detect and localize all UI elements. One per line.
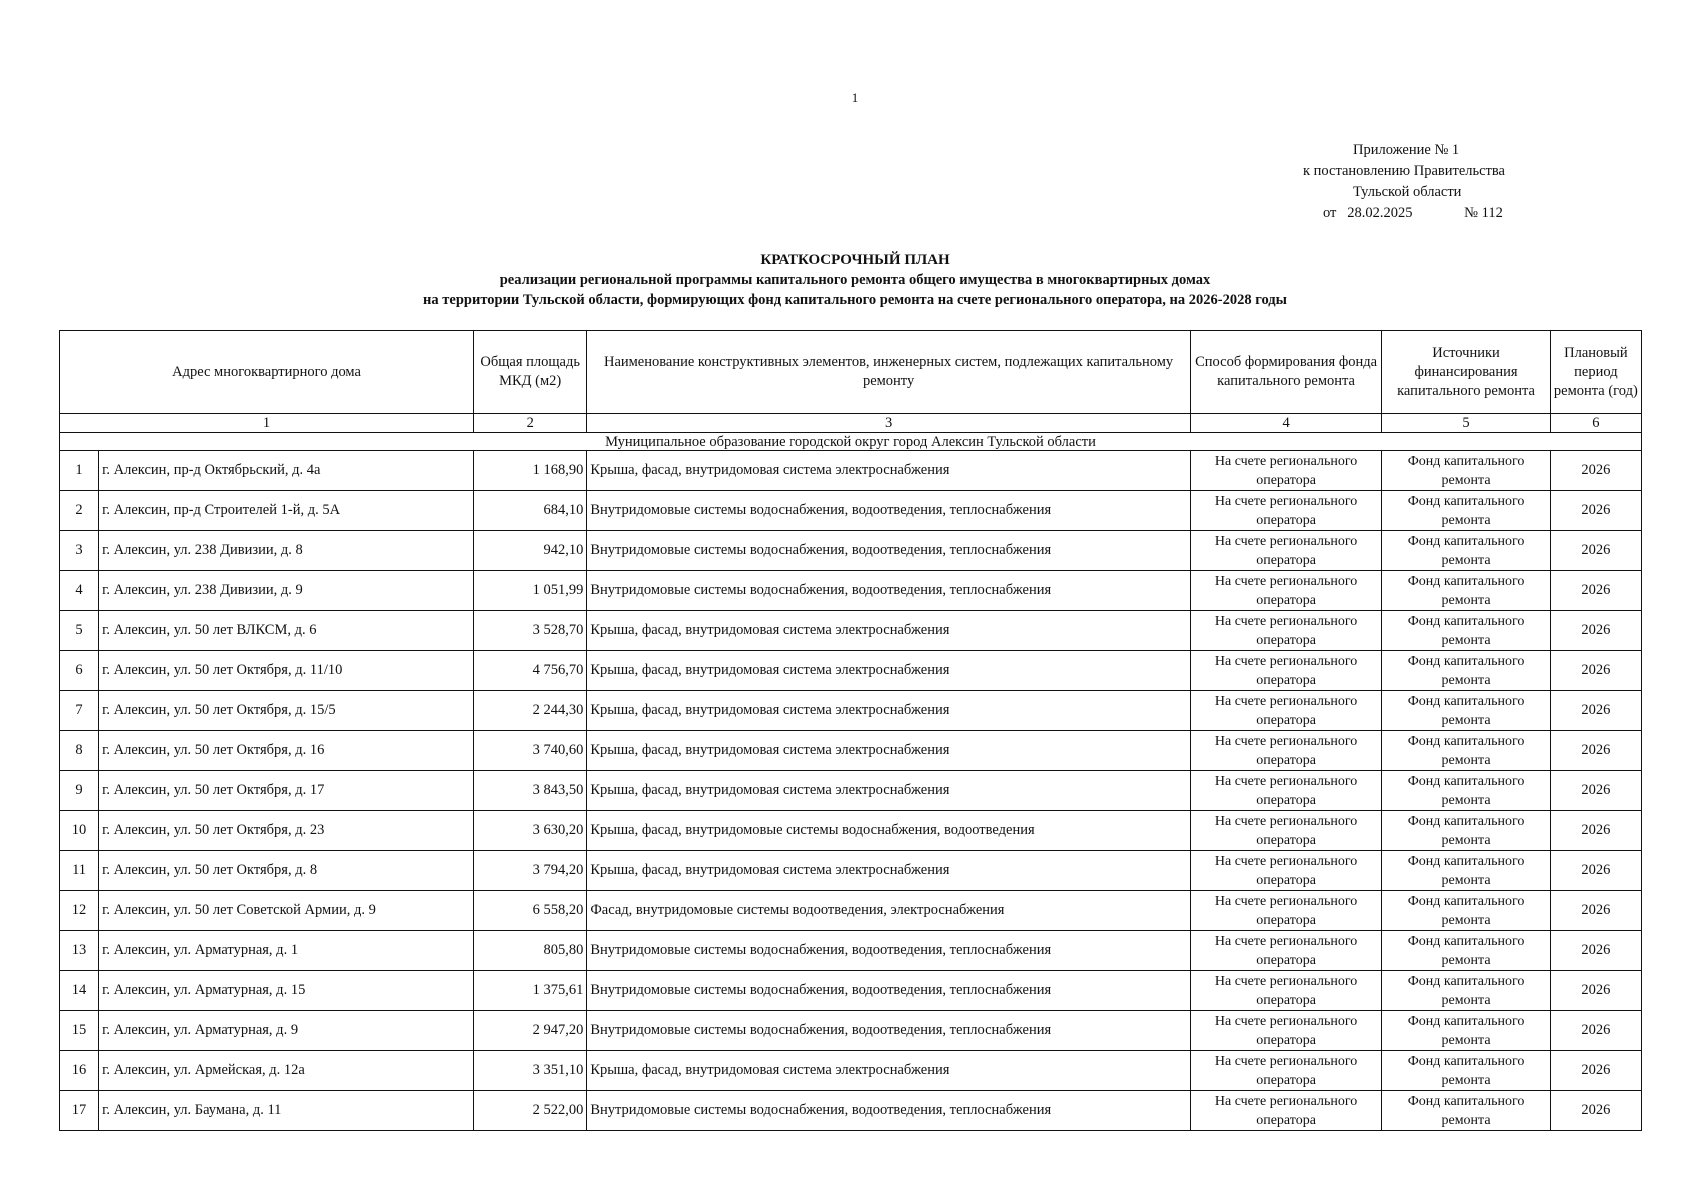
header-area: Общая площадь МКД (м2) bbox=[474, 331, 587, 414]
row-elements: Внутридомовые системы водоснабжения, водоотведения, теплоснабжения bbox=[587, 1091, 1191, 1131]
row-number: 4 bbox=[60, 571, 99, 611]
table-row bbox=[60, 691, 1642, 731]
row-number: 10 bbox=[60, 811, 99, 851]
row-year: 2026 bbox=[1550, 771, 1641, 811]
row-year: 2026 bbox=[1550, 1051, 1641, 1091]
table-row bbox=[60, 531, 1642, 571]
row-area: 3 351,10 bbox=[474, 1051, 587, 1091]
row-number: 12 bbox=[60, 891, 99, 931]
row-year: 2026 bbox=[1550, 491, 1641, 531]
row-method: На счете регионального оператора bbox=[1190, 611, 1381, 651]
row-method: На счете регионального оператора bbox=[1190, 491, 1381, 531]
row-area: 1 168,90 bbox=[474, 451, 587, 491]
row-source: Фонд капитального ремонта bbox=[1382, 691, 1550, 731]
municipality-name: Муниципальное образование городской округ город Алексин Тульской области bbox=[60, 433, 1642, 451]
row-source: Фонд капитального ремонта bbox=[1382, 731, 1550, 771]
column-number-row bbox=[60, 414, 1642, 433]
table-row bbox=[60, 811, 1642, 851]
row-source: Фонд капитального ремонта bbox=[1382, 651, 1550, 691]
column-number: 1 bbox=[60, 414, 474, 433]
row-area: 3 794,20 bbox=[474, 851, 587, 891]
row-source: Фонд капитального ремонта bbox=[1382, 451, 1550, 491]
table-row bbox=[60, 771, 1642, 811]
row-source: Фонд капитального ремонта bbox=[1382, 611, 1550, 651]
row-year: 2026 bbox=[1550, 811, 1641, 851]
table-row bbox=[60, 891, 1642, 931]
row-area: 942,10 bbox=[474, 531, 587, 571]
row-method: На счете регионального оператора bbox=[1190, 811, 1381, 851]
row-method: На счете регионального оператора bbox=[1190, 971, 1381, 1011]
row-source: Фонд капитального ремонта bbox=[1382, 571, 1550, 611]
row-year: 2026 bbox=[1550, 891, 1641, 931]
table-row bbox=[60, 1011, 1642, 1051]
row-elements: Внутридомовые системы водоснабжения, водоотведения, теплоснабжения bbox=[587, 971, 1191, 1011]
row-address: г. Алексин, ул. 50 лет Октября, д. 23 bbox=[99, 811, 474, 851]
annex-date: 28.02.2025 bbox=[1347, 205, 1413, 221]
row-number: 8 bbox=[60, 731, 99, 771]
row-source: Фонд капитального ремонта bbox=[1382, 891, 1550, 931]
row-number: 15 bbox=[60, 1011, 99, 1051]
municipality-row bbox=[60, 433, 1642, 451]
document-subtitle-line1: реализации региональной программы капитального ремонта общего имущества в многоквартирных домах bbox=[499, 272, 1211, 288]
row-method: На счете регионального оператора bbox=[1190, 771, 1381, 811]
header-source: Источники финансирования капитального ремонта bbox=[1382, 331, 1550, 414]
row-elements: Крыша, фасад, внутридомовая система электроснабжения bbox=[587, 611, 1191, 651]
header-period: Плановый период ремонта (год) bbox=[1550, 331, 1641, 414]
annex-number: № 112 bbox=[1464, 205, 1503, 221]
row-address: г. Алексин, ул. 238 Дивизии, д. 9 bbox=[99, 571, 474, 611]
row-elements: Крыша, фасад, внутридомовая система электроснабжения bbox=[587, 1051, 1191, 1091]
column-number: 3 bbox=[587, 414, 1191, 433]
row-year: 2026 bbox=[1550, 971, 1641, 1011]
row-source: Фонд капитального ремонта bbox=[1382, 931, 1550, 971]
row-address: г. Алексин, ул. 50 лет Октября, д. 11/10 bbox=[99, 651, 474, 691]
row-source: Фонд капитального ремонта bbox=[1382, 771, 1550, 811]
row-area: 805,80 bbox=[474, 931, 587, 971]
row-elements: Фасад, внутридомовые системы водоотведения, электроснабжения bbox=[587, 891, 1191, 931]
row-address: г. Алексин, ул. Арматурная, д. 1 bbox=[99, 931, 474, 971]
row-elements: Крыша, фасад, внутридомовая система электроснабжения bbox=[587, 451, 1191, 491]
annex-date-prefix: от bbox=[1323, 205, 1337, 221]
row-elements: Крыша, фасад, внутридомовая система электроснабжения bbox=[587, 651, 1191, 691]
row-address: г. Алексин, ул. 50 лет ВЛКСМ, д. 6 bbox=[99, 611, 474, 651]
header-method: Способ формирования фонда капитального ремонта bbox=[1190, 331, 1381, 414]
row-elements: Крыша, фасад, внутридомовая система электроснабжения bbox=[587, 731, 1191, 771]
column-number: 5 bbox=[1382, 414, 1550, 433]
table-row bbox=[60, 1051, 1642, 1091]
row-elements: Крыша, фасад, внутридомовые системы водоснабжения, водоотведения bbox=[587, 811, 1191, 851]
row-number: 5 bbox=[60, 611, 99, 651]
table-row bbox=[60, 851, 1642, 891]
table-row bbox=[60, 611, 1642, 651]
plan-table bbox=[59, 330, 1642, 1131]
row-address: г. Алексин, пр-д Строителей 1-й, д. 5А bbox=[99, 491, 474, 531]
table-row bbox=[60, 571, 1642, 611]
row-address: г. Алексин, ул. 238 Дивизии, д. 8 bbox=[99, 531, 474, 571]
row-year: 2026 bbox=[1550, 451, 1641, 491]
row-method: На счете регионального оператора bbox=[1190, 1011, 1381, 1051]
table-row bbox=[60, 971, 1642, 1011]
row-year: 2026 bbox=[1550, 691, 1641, 731]
row-area: 2 947,20 bbox=[474, 1011, 587, 1051]
row-elements: Крыша, фасад, внутридомовая система электроснабжения bbox=[587, 771, 1191, 811]
row-address: г. Алексин, ул. 50 лет Советской Армии, д. 9 bbox=[99, 891, 474, 931]
row-area: 2 522,00 bbox=[474, 1091, 587, 1131]
row-area: 1 375,61 bbox=[474, 971, 587, 1011]
row-number: 1 bbox=[60, 451, 99, 491]
row-address: г. Алексин, ул. Арматурная, д. 9 bbox=[99, 1011, 474, 1051]
row-source: Фонд капитального ремонта bbox=[1382, 851, 1550, 891]
column-number: 4 bbox=[1190, 414, 1381, 433]
row-year: 2026 bbox=[1550, 731, 1641, 771]
column-number: 2 bbox=[474, 414, 587, 433]
table-row bbox=[60, 1091, 1642, 1131]
row-address: г. Алексин, ул. Арматурная, д. 15 bbox=[99, 971, 474, 1011]
document-subtitle-line2: на территории Тульской области, формирующих фонд капитального ремонта на счете регионального оператора, на 2026-2028 годы bbox=[423, 292, 1287, 308]
row-source: Фонд капитального ремонта bbox=[1382, 531, 1550, 571]
row-number: 13 bbox=[60, 931, 99, 971]
row-year: 2026 bbox=[1550, 851, 1641, 891]
row-elements: Крыша, фасад, внутридомовая система электроснабжения bbox=[587, 691, 1191, 731]
annex-reference: к постановлению Правительства bbox=[1303, 163, 1505, 179]
row-elements: Крыша, фасад, внутридомовая система электроснабжения bbox=[587, 851, 1191, 891]
row-address: г. Алексин, ул. 50 лет Октября, д. 17 bbox=[99, 771, 474, 811]
row-method: На счете регионального оператора bbox=[1190, 451, 1381, 491]
row-method: На счете регионального оператора bbox=[1190, 851, 1381, 891]
header-address: Адрес многоквартирного дома bbox=[60, 331, 474, 414]
row-address: г. Алексин, ул. Баумана, д. 11 bbox=[99, 1091, 474, 1131]
annex-date-line bbox=[1290, 203, 1530, 224]
row-elements: Внутридомовые системы водоснабжения, водоотведения, теплоснабжения bbox=[587, 931, 1191, 971]
column-number: 6 bbox=[1550, 414, 1641, 433]
row-area: 684,10 bbox=[474, 491, 587, 531]
row-number: 16 bbox=[60, 1051, 99, 1091]
annex-title: Приложение № 1 bbox=[1353, 142, 1460, 158]
row-area: 3 528,70 bbox=[474, 611, 587, 651]
row-elements: Внутридомовые системы водоснабжения, водоотведения, теплоснабжения bbox=[587, 571, 1191, 611]
row-number: 6 bbox=[60, 651, 99, 691]
row-area: 1 051,99 bbox=[474, 571, 587, 611]
row-area: 6 558,20 bbox=[474, 891, 587, 931]
table-row bbox=[60, 491, 1642, 531]
annex-block bbox=[1290, 140, 1530, 224]
row-address: г. Алексин, ул. 50 лет Октября, д. 8 bbox=[99, 851, 474, 891]
row-area: 4 756,70 bbox=[474, 651, 587, 691]
row-year: 2026 bbox=[1550, 651, 1641, 691]
row-source: Фонд капитального ремонта bbox=[1382, 1091, 1550, 1131]
row-number: 17 bbox=[60, 1091, 99, 1131]
annex-region: Тульской области bbox=[1353, 184, 1462, 200]
row-elements: Внутридомовые системы водоснабжения, водоотведения, теплоснабжения bbox=[587, 1011, 1191, 1051]
table-header-row bbox=[60, 331, 1642, 414]
row-method: На счете регионального оператора bbox=[1190, 931, 1381, 971]
row-address: г. Алексин, ул. 50 лет Октября, д. 15/5 bbox=[99, 691, 474, 731]
row-number: 9 bbox=[60, 771, 99, 811]
row-number: 14 bbox=[60, 971, 99, 1011]
document-title: КРАТКОСРОЧНЫЙ ПЛАН bbox=[760, 252, 950, 268]
row-method: На счете регионального оператора bbox=[1190, 691, 1381, 731]
row-method: На счете регионального оператора bbox=[1190, 531, 1381, 571]
row-elements: Внутридомовые системы водоснабжения, водоотведения, теплоснабжения bbox=[587, 491, 1191, 531]
row-method: На счете регионального оператора bbox=[1190, 1091, 1381, 1131]
row-year: 2026 bbox=[1550, 571, 1641, 611]
row-year: 2026 bbox=[1550, 611, 1641, 651]
row-source: Фонд капитального ремонта bbox=[1382, 1051, 1550, 1091]
row-address: г. Алексин, ул. 50 лет Октября, д. 16 bbox=[99, 731, 474, 771]
page-number: 1 bbox=[851, 90, 859, 105]
row-method: На счете регионального оператора bbox=[1190, 1051, 1381, 1091]
row-area: 3 630,20 bbox=[474, 811, 587, 851]
row-method: На счете регионального оператора bbox=[1190, 731, 1381, 771]
row-number: 2 bbox=[60, 491, 99, 531]
header-elements: Наименование конструктивных элементов, инженерных систем, подлежащих капитальному ремонту bbox=[587, 331, 1191, 414]
row-number: 7 bbox=[60, 691, 99, 731]
row-year: 2026 bbox=[1550, 531, 1641, 571]
row-source: Фонд капитального ремонта bbox=[1382, 1011, 1550, 1051]
row-source: Фонд капитального ремонта bbox=[1382, 971, 1550, 1011]
table-row bbox=[60, 731, 1642, 771]
row-area: 3 740,60 bbox=[474, 731, 587, 771]
row-method: На счете регионального оператора bbox=[1190, 891, 1381, 931]
row-year: 2026 bbox=[1550, 931, 1641, 971]
row-year: 2026 bbox=[1550, 1091, 1641, 1131]
table-row bbox=[60, 451, 1642, 491]
table-row bbox=[60, 651, 1642, 691]
row-address: г. Алексин, пр-д Октябрьский, д. 4а bbox=[99, 451, 474, 491]
document-title-block bbox=[40, 250, 1670, 310]
row-area: 2 244,30 bbox=[474, 691, 587, 731]
row-number: 11 bbox=[60, 851, 99, 891]
row-elements: Внутридомовые системы водоснабжения, водоотведения, теплоснабжения bbox=[587, 531, 1191, 571]
row-area: 3 843,50 bbox=[474, 771, 587, 811]
row-method: На счете регионального оператора bbox=[1190, 571, 1381, 611]
row-method: На счете регионального оператора bbox=[1190, 651, 1381, 691]
row-source: Фонд капитального ремонта bbox=[1382, 811, 1550, 851]
row-source: Фонд капитального ремонта bbox=[1382, 491, 1550, 531]
row-year: 2026 bbox=[1550, 1011, 1641, 1051]
row-number: 3 bbox=[60, 531, 99, 571]
table-row bbox=[60, 931, 1642, 971]
row-address: г. Алексин, ул. Армейская, д. 12а bbox=[99, 1051, 474, 1091]
